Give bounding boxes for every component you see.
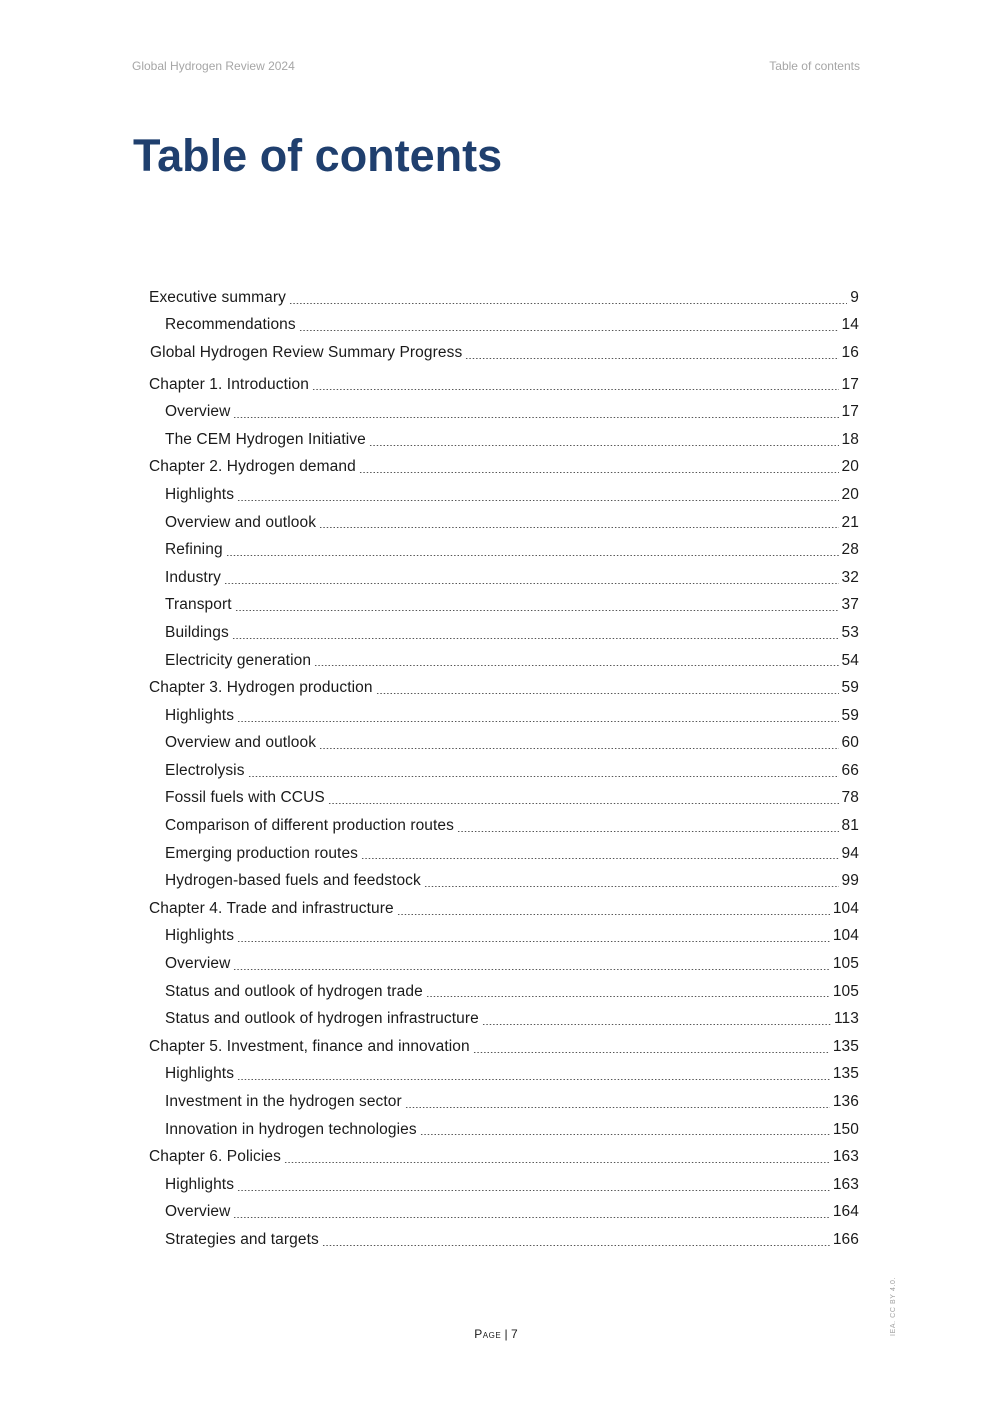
toc-entry-chapter[interactable] xyxy=(149,339,859,367)
dot-leader xyxy=(224,583,839,584)
toc-entry-section[interactable] xyxy=(149,592,859,620)
toc-entry-section[interactable] xyxy=(149,1171,859,1199)
license-mark: IEA. CC BY 4.0. xyxy=(890,1276,897,1336)
toc-entry-page-number: 105 xyxy=(832,982,859,1000)
toc-entry-page-number: 150 xyxy=(832,1120,859,1138)
toc-entry-page-number: 54 xyxy=(841,651,859,669)
dot-leader xyxy=(235,610,839,611)
dot-leader xyxy=(397,914,830,915)
dot-leader xyxy=(465,358,838,359)
toc-entry-page-number: 163 xyxy=(832,1148,859,1166)
toc-entry-label: Transport xyxy=(165,596,232,614)
dot-leader xyxy=(237,1079,830,1080)
toc-entry-page-number: 164 xyxy=(832,1203,859,1221)
dot-leader xyxy=(405,1107,830,1108)
toc-entry-section[interactable] xyxy=(149,702,859,730)
toc-entry-page-number: 17 xyxy=(841,375,859,393)
toc-entry-label: Chapter 3. Hydrogen production xyxy=(149,679,373,697)
dot-leader xyxy=(312,389,839,390)
dot-leader xyxy=(473,1052,830,1053)
toc-entry-label: Comparison of different production routes xyxy=(165,817,455,835)
toc-entry-section[interactable] xyxy=(149,536,859,564)
dot-leader xyxy=(237,500,838,501)
toc-entry-chapter[interactable] xyxy=(149,1033,859,1061)
toc-entry-page-number: 16 xyxy=(841,343,859,361)
toc-entry-label: Chapter 5. Investment, finance and innovation xyxy=(149,1037,470,1055)
toc-entry-page-number: 78 xyxy=(841,789,859,807)
toc-entry-page-number: 135 xyxy=(832,1037,859,1055)
toc-entry-section[interactable] xyxy=(149,978,859,1006)
toc-entry-page-number: 104 xyxy=(832,927,859,945)
toc-entry-label: Overview and outlook xyxy=(165,734,317,752)
toc-entry-page-number: 136 xyxy=(832,1093,859,1111)
dot-leader xyxy=(289,303,847,304)
toc-entry-section[interactable] xyxy=(149,509,859,537)
toc-entry-section[interactable] xyxy=(149,785,859,813)
toc-entry-page-number: 18 xyxy=(841,430,859,448)
dot-leader xyxy=(226,555,839,556)
dot-leader xyxy=(284,1162,830,1163)
toc-entry-section[interactable] xyxy=(149,1061,859,1089)
toc-entry-section[interactable] xyxy=(149,840,859,868)
toc-entry-chapter[interactable] xyxy=(149,454,859,482)
toc-entry-page-number: 60 xyxy=(841,734,859,752)
dot-leader xyxy=(248,776,839,777)
toc-entry-label: Status and outlook of hydrogen trade xyxy=(165,982,423,1000)
toc-entry-label: Chapter 2. Hydrogen demand xyxy=(149,458,356,476)
dot-leader xyxy=(369,445,839,446)
toc-entry-page-number: 135 xyxy=(832,1065,859,1083)
dot-leader xyxy=(233,969,829,970)
dot-leader xyxy=(361,858,839,859)
toc-entry-label: Executive summary xyxy=(149,288,286,306)
toc-entry-label: Emerging production routes xyxy=(165,844,359,862)
dot-leader xyxy=(237,941,830,942)
toc-entry-section[interactable] xyxy=(149,426,859,454)
toc-entry-label: Highlights xyxy=(165,927,235,945)
toc-entry-label: Refining xyxy=(165,541,223,559)
toc-entry-section[interactable] xyxy=(149,923,859,951)
toc-entry-label: Highlights xyxy=(165,485,235,503)
toc-entry-page-number: 20 xyxy=(841,458,859,476)
toc-entry-page-number: 32 xyxy=(841,568,859,586)
page-number: 7 xyxy=(511,1327,518,1341)
dot-leader xyxy=(299,330,839,331)
running-header xyxy=(132,59,860,75)
dot-leader xyxy=(233,417,838,418)
dot-leader xyxy=(376,693,839,694)
toc-entry-page-number: 59 xyxy=(841,706,859,724)
toc-entry-page-number: 104 xyxy=(832,899,859,917)
report-title: Global Hydrogen Review 2024 xyxy=(132,59,295,73)
toc-entry-label: Innovation in hydrogen technologies xyxy=(165,1120,417,1138)
toc-entry-section[interactable] xyxy=(149,757,859,785)
toc-entry-section[interactable] xyxy=(149,564,859,592)
toc-entry-chapter[interactable] xyxy=(149,284,859,312)
toc-entry-label: The CEM Hydrogen Initiative xyxy=(165,430,366,448)
toc-entry-label: Electrolysis xyxy=(165,761,245,779)
toc-entry-page-number: 66 xyxy=(841,761,859,779)
toc-entry-page-number: 105 xyxy=(832,955,859,973)
toc-entry-label: Overview and outlook xyxy=(165,513,317,531)
toc-entry-label: Recommendations xyxy=(165,316,296,334)
dot-leader xyxy=(328,803,839,804)
toc-entry-label: Overview xyxy=(165,403,231,421)
dot-leader xyxy=(237,1190,830,1191)
toc-entry-section[interactable] xyxy=(149,647,859,675)
toc-entry-label: Electricity generation xyxy=(165,651,312,669)
dot-leader xyxy=(232,638,839,639)
toc-entry-chapter[interactable] xyxy=(149,674,859,702)
toc-entry-page-number: 14 xyxy=(841,316,859,334)
dot-leader xyxy=(314,665,838,666)
toc-entry-label: Global Hydrogen Review Summary Progress xyxy=(150,343,463,361)
toc-entry-chapter[interactable] xyxy=(149,895,859,923)
dot-leader xyxy=(322,1245,830,1246)
toc-entry-page-number: 163 xyxy=(832,1175,859,1193)
dot-leader xyxy=(420,1134,830,1135)
toc-entry-label: Fossil fuels with CCUS xyxy=(165,789,325,807)
toc-entry-label: Highlights xyxy=(165,1175,235,1193)
dot-leader xyxy=(424,886,839,887)
toc-entry-section[interactable] xyxy=(149,1088,859,1116)
toc-entry-label: Chapter 6. Policies xyxy=(149,1148,281,1166)
toc-entry-section[interactable] xyxy=(149,950,859,978)
dot-leader xyxy=(457,831,839,832)
toc-entry-page-number: 9 xyxy=(850,288,859,306)
toc-entry-section[interactable] xyxy=(149,1005,859,1033)
toc-entry-page-number: 37 xyxy=(841,596,859,614)
toc-entry-label: Strategies and targets xyxy=(165,1230,319,1248)
section-name: Table of contents xyxy=(769,59,860,73)
toc-entry-section[interactable] xyxy=(149,867,859,895)
toc-entry-label: Status and outlook of hydrogen infrastructure xyxy=(165,1010,479,1028)
toc-entry-section[interactable] xyxy=(149,398,859,426)
toc-entry-page-number: 59 xyxy=(841,679,859,697)
toc-entry-section[interactable] xyxy=(149,730,859,758)
toc-entry-page-number: 53 xyxy=(841,623,859,641)
toc-entry-chapter[interactable] xyxy=(149,1143,859,1171)
toc-entry-section[interactable] xyxy=(149,312,859,340)
toc-entry-section[interactable] xyxy=(149,481,859,509)
dot-leader xyxy=(233,1217,829,1218)
dot-leader xyxy=(426,996,830,997)
toc-entry-page-number: 166 xyxy=(832,1230,859,1248)
toc-entry-page-number: 20 xyxy=(841,485,859,503)
toc-entry-label: Highlights xyxy=(165,706,235,724)
table-of-contents xyxy=(149,284,859,1254)
toc-entry-section[interactable] xyxy=(149,1116,859,1144)
dot-leader xyxy=(237,721,838,722)
toc-entry-label: Buildings xyxy=(165,623,229,641)
toc-entry-chapter[interactable] xyxy=(149,371,859,399)
page-label: Page xyxy=(474,1327,502,1341)
toc-entry-page-number: 28 xyxy=(841,541,859,559)
toc-entry-page-number: 99 xyxy=(841,872,859,890)
dot-leader xyxy=(319,748,838,749)
toc-entry-section[interactable] xyxy=(149,1199,859,1227)
dot-leader xyxy=(482,1024,831,1025)
toc-entry-label: Investment in the hydrogen sector xyxy=(165,1093,402,1111)
toc-entry-label: Hydrogen-based fuels and feedstock xyxy=(165,872,421,890)
page-title: Table of contents xyxy=(133,130,503,181)
toc-entry-label: Chapter 4. Trade and infrastructure xyxy=(149,899,394,917)
dot-leader xyxy=(319,527,838,528)
toc-entry-label: Chapter 1. Introduction xyxy=(149,375,309,393)
dot-leader xyxy=(359,472,839,473)
toc-entry-section[interactable] xyxy=(149,619,859,647)
page-separator: | xyxy=(501,1327,511,1341)
toc-entry-section[interactable] xyxy=(149,812,859,840)
toc-entry-page-number: 81 xyxy=(841,817,859,835)
toc-entry-page-number: 113 xyxy=(833,1010,859,1028)
toc-entry-label: Industry xyxy=(165,568,221,586)
toc-entry-section[interactable] xyxy=(149,1226,859,1254)
toc-entry-page-number: 94 xyxy=(841,844,859,862)
toc-entry-page-number: 21 xyxy=(841,513,859,531)
toc-entry-label: Highlights xyxy=(165,1065,235,1083)
toc-entry-label: Overview xyxy=(165,1203,231,1221)
page-footer xyxy=(0,1327,992,1341)
toc-entry-label: Overview xyxy=(165,955,231,973)
toc-entry-page-number: 17 xyxy=(841,403,859,421)
